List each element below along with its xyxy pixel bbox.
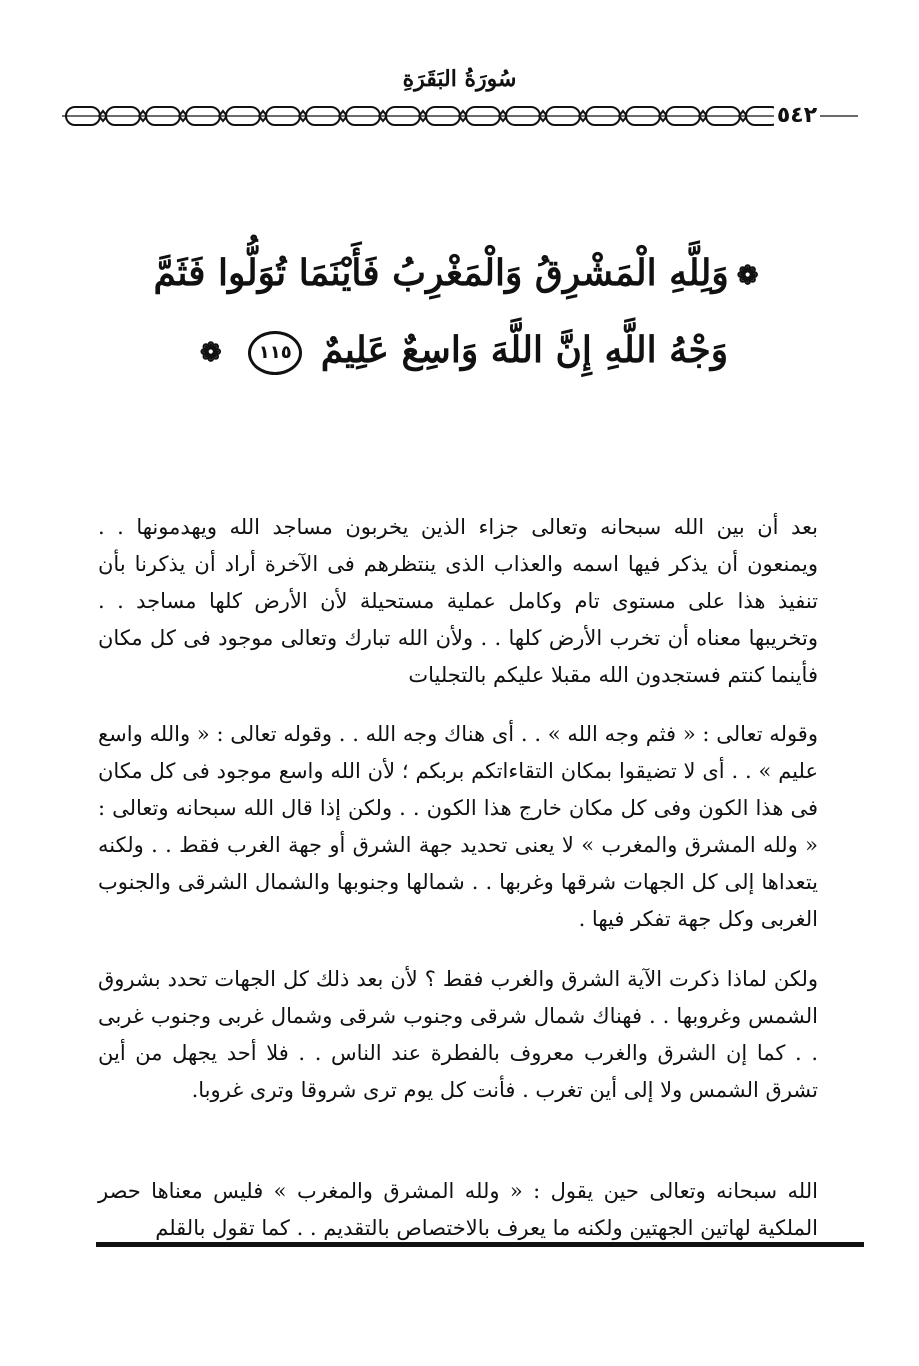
verse-line-2	[150, 313, 770, 390]
commentary-paragraph-1: بعد أن بين الله سبحانه وتعالى جزاء الذين يخربون مساجد الله ويهدمونها . . ويمنعون أن يذكر فيها اسمه والعذاب الذى ينتظرهم فى الآخرة أراد أن يذكرنا بأن تنفيذ هذا على مستوى تام وكامل عملية مستحيلة لأن الأرض كلها مساجد . . وتخريبها معناه أن تخرب الأرض كلها . . ولأن الله تبارك وتعالى موجود فى كل مكان فأينما كنتم فستجدون الله مقبلا عليكم بالتجليات	[98, 515, 818, 687]
verse-line-1-text: وَلِلَّهِ الْمَشْرِقُ وَالْمَغْرِبُ فَأَيْنَمَا تُوَلُّوا فَثَمَّ	[153, 252, 729, 294]
ayah-number-badge: ١١٥	[248, 331, 302, 375]
verse-open-ornament-icon: ❁	[736, 261, 759, 291]
commentary-paragraph-3: ولكن لماذا ذكرت الآية الشرق والغرب فقط ؟ لأن بعد ذلك كل الجهات تحدد بشروق الشمس وغروبها . . فهناك شمال شرقى وجنوب شرقى وشمال غربى وجنوب غربى . . كما إن الشرق والغرب معروف بالفطرة عند الناس . . فلا أحد يجهل من أين تشرق الشمس ولا إلى أين تغرب . فأنت كل يوم ترى شروقا وترى غروبا.	[98, 967, 818, 1102]
quran-verse	[150, 236, 770, 390]
commentary-paragraph-4: الله سبحانه وتعالى حين يقول : « ولله المشرق والمغرب » فليس معناها حصر الملكية لهاتين الجهتين ولكنه ما يعرف بالاختصاص بالتقديم . . كما تقول بالقلم	[98, 1179, 818, 1240]
surah-title: سُورَةُ البَقَرَةِ	[402, 66, 517, 92]
verse-close-ornament-icon: ❁	[199, 338, 222, 368]
verse-line-1	[150, 236, 770, 313]
bottom-rule	[96, 1242, 864, 1247]
page-number: ٥٤٢	[774, 103, 820, 128]
verse-line-2-text: وَجْهُ اللَّهِ إِنَّ اللَّهَ وَاسِعٌ عَلِيمٌ	[320, 329, 729, 371]
commentary-paragraph-2: وقوله تعالى : « فثم وجه الله » . . أى هناك وجه الله . . وقوله تعالى : « والله واسع عليم » . . أى لا تضيقوا بمكان التقاءاتكم بربكم ؛ لأن الله واسع موجود فى كل مكان فى هذا الكون وفى كل مكان خارج هذا الكون . . ولكن إذا قال الله سبحانه وتعالى : « ولله المشرق والمغرب » لا يعنى تحديد جهة الشرق أو جهة الغرب فقط . . ولكنه يتعداها إلى كل الجهات شرقها وغربها . . شمالها وجنوبها والشمال الشرقى والجنوب الغربى وكل جهة تفكر فيها .	[98, 722, 818, 931]
header-ornament-band	[62, 101, 858, 131]
